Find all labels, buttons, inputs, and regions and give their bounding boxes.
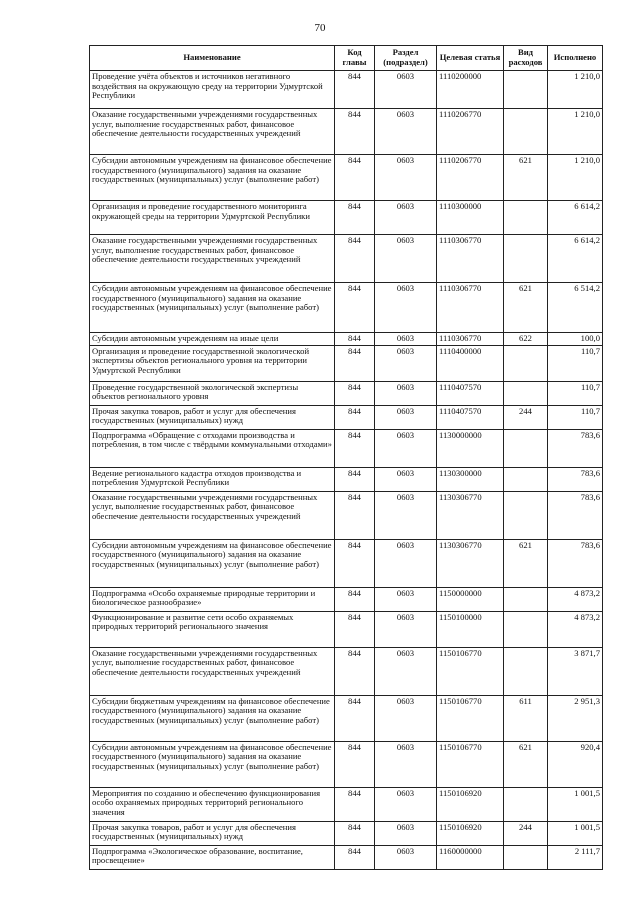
- table-row: [90, 333, 603, 346]
- row-name: Оказание государственными учреждениями государственных услуг, выполнение государственных работ, финансовое обеспечение деятельности государственных учреждений: [90, 647, 335, 695]
- table-row: [90, 467, 603, 491]
- table-row: [90, 201, 603, 235]
- row-name: Организация и проведение государственной экологической экспертизы объектов регионального уровня на территории Удмуртской Республики: [90, 345, 335, 381]
- row-item: 1110206770: [437, 109, 504, 155]
- row-code: 844: [335, 345, 375, 381]
- row-amount: 6 614,2: [548, 201, 603, 235]
- row-code: 844: [335, 71, 375, 109]
- row-code: 844: [335, 741, 375, 787]
- row-kind: 621: [504, 283, 548, 333]
- table-row: [90, 787, 603, 821]
- table-header: [90, 46, 603, 71]
- row-code: 844: [335, 491, 375, 539]
- row-amount: 110,7: [548, 345, 603, 381]
- row-code: 844: [335, 429, 375, 467]
- row-amount: 100,0: [548, 333, 603, 346]
- row-item: 1160000000: [437, 845, 504, 869]
- row-kind: [504, 467, 548, 491]
- row-amount: 783,6: [548, 539, 603, 587]
- header-amount: Исполнено: [548, 46, 603, 71]
- row-amount: 110,7: [548, 381, 603, 405]
- table-body: [90, 71, 603, 870]
- header-name: Наименование: [90, 46, 335, 71]
- row-kind: [504, 611, 548, 647]
- row-amount: 4 873,2: [548, 611, 603, 647]
- row-item: 1150106920: [437, 821, 504, 845]
- row-kind: [504, 587, 548, 611]
- row-amount: 2 111,7: [548, 845, 603, 869]
- row-amount: 2 951,3: [548, 695, 603, 741]
- header-code: Код главы: [335, 46, 375, 71]
- row-name: Мероприятия по созданию и обеспечению функционирования особо охраняемых природных территорий регионального значения: [90, 787, 335, 821]
- row-section: 0603: [375, 611, 437, 647]
- row-amount: 4 873,2: [548, 587, 603, 611]
- row-section: 0603: [375, 333, 437, 346]
- row-section: 0603: [375, 71, 437, 109]
- row-item: 1110300000: [437, 201, 504, 235]
- table-row: [90, 283, 603, 333]
- row-section: 0603: [375, 235, 437, 283]
- row-section: 0603: [375, 845, 437, 869]
- row-code: 844: [335, 695, 375, 741]
- row-section: 0603: [375, 467, 437, 491]
- row-item: 1110407570: [437, 381, 504, 405]
- row-amount: 1 210,0: [548, 109, 603, 155]
- row-kind: [504, 71, 548, 109]
- row-item: 1110206770: [437, 155, 504, 201]
- row-kind: [504, 491, 548, 539]
- row-code: 844: [335, 787, 375, 821]
- row-kind: 611: [504, 695, 548, 741]
- row-item: 1110407570: [437, 405, 504, 429]
- row-name: Подпрограмма «Обращение с отходами производства и потребления, в том числе с твёрдыми коммунальными отходами»: [90, 429, 335, 467]
- row-section: 0603: [375, 491, 437, 539]
- row-section: 0603: [375, 787, 437, 821]
- row-name: Прочая закупка товаров, работ и услуг для обеспечения государственных (муниципальных) нужд: [90, 821, 335, 845]
- row-name: Субсидии автономным учреждениям на иные цели: [90, 333, 335, 346]
- row-name: Субсидии бюджетным учреждениям на финансовое обеспечение государственного (муниципального) задания на оказание государственных (муниципальных) услуг (выполнение работ): [90, 695, 335, 741]
- row-kind: [504, 345, 548, 381]
- row-amount: 3 871,7: [548, 647, 603, 695]
- row-code: 844: [335, 611, 375, 647]
- row-section: 0603: [375, 345, 437, 381]
- row-section: 0603: [375, 821, 437, 845]
- table-row: [90, 429, 603, 467]
- row-amount: 783,6: [548, 467, 603, 491]
- row-kind: [504, 235, 548, 283]
- header-row: [90, 46, 603, 71]
- row-kind: 621: [504, 539, 548, 587]
- table-row: [90, 71, 603, 109]
- budget-table: [89, 45, 603, 870]
- row-section: 0603: [375, 405, 437, 429]
- row-item: 1150000000: [437, 587, 504, 611]
- row-name: Субсидии автономным учреждениям на финансовое обеспечение государственного (муниципального) задания на оказание государственных (муниципальных) услуг (выполнение работ): [90, 155, 335, 201]
- row-name: Подпрограмма «Экологическое образование, воспитание, просвещение»: [90, 845, 335, 869]
- row-section: 0603: [375, 741, 437, 787]
- row-code: 844: [335, 467, 375, 491]
- table-row: [90, 405, 603, 429]
- row-item: 1110306770: [437, 235, 504, 283]
- row-kind: 622: [504, 333, 548, 346]
- row-code: 844: [335, 283, 375, 333]
- table-row: [90, 821, 603, 845]
- header-kind: Вид расходов: [504, 46, 548, 71]
- table-row: [90, 611, 603, 647]
- row-name: Прочая закупка товаров, работ и услуг для обеспечения государственных (муниципальных) нужд: [90, 405, 335, 429]
- row-section: 0603: [375, 647, 437, 695]
- row-amount: 920,4: [548, 741, 603, 787]
- row-section: 0603: [375, 283, 437, 333]
- row-section: 0603: [375, 201, 437, 235]
- row-item: 1150106770: [437, 741, 504, 787]
- row-item: 1110200000: [437, 71, 504, 109]
- row-item: 1150106770: [437, 695, 504, 741]
- row-code: 844: [335, 587, 375, 611]
- row-name: Субсидии автономным учреждениям на финансовое обеспечение государственного (муниципального) задания на оказание государственных (муниципальных) услуг (выполнение работ): [90, 283, 335, 333]
- row-item: 1130300000: [437, 467, 504, 491]
- row-kind: [504, 429, 548, 467]
- row-section: 0603: [375, 539, 437, 587]
- row-item: 1130000000: [437, 429, 504, 467]
- table-row: [90, 155, 603, 201]
- row-name: Субсидии автономным учреждениям на финансовое обеспечение государственного (муниципального) задания на оказание государственных (муниципальных) услуг (выполнение работ): [90, 741, 335, 787]
- row-code: 844: [335, 109, 375, 155]
- row-code: 844: [335, 155, 375, 201]
- table-row: [90, 539, 603, 587]
- row-item: 1150106920: [437, 787, 504, 821]
- row-item: 1150100000: [437, 611, 504, 647]
- row-name: Субсидии автономным учреждениям на финансовое обеспечение государственного (муниципального) задания на оказание государственных (муниципальных) услуг (выполнение работ): [90, 539, 335, 587]
- row-section: 0603: [375, 429, 437, 467]
- row-section: 0603: [375, 695, 437, 741]
- row-code: 844: [335, 333, 375, 346]
- page-number: 70: [314, 22, 326, 34]
- table-row: [90, 695, 603, 741]
- row-kind: 244: [504, 405, 548, 429]
- row-code: 844: [335, 845, 375, 869]
- table-row: [90, 845, 603, 869]
- table-row: [90, 109, 603, 155]
- row-amount: 783,6: [548, 429, 603, 467]
- row-kind: [504, 787, 548, 821]
- row-code: 844: [335, 201, 375, 235]
- row-item: 1110306770: [437, 333, 504, 346]
- row-amount: 6 514,2: [548, 283, 603, 333]
- row-code: 844: [335, 539, 375, 587]
- row-code: 844: [335, 235, 375, 283]
- table-row: [90, 741, 603, 787]
- row-amount: 783,6: [548, 491, 603, 539]
- row-code: 844: [335, 821, 375, 845]
- row-name: Оказание государственными учреждениями государственных услуг, выполнение государственных работ, финансовое обеспечение деятельности государственных учреждений: [90, 235, 335, 283]
- row-name: Проведение государственной экологической экспертизы объектов регионального уровня: [90, 381, 335, 405]
- row-kind: [504, 109, 548, 155]
- row-name: Оказание государственными учреждениями государственных услуг, выполнение государственных работ, финансовое обеспечение деятельности государственных учреждений: [90, 109, 335, 155]
- row-name: Функционирование и развитие сети особо охраняемых природных территорий регионального значения: [90, 611, 335, 647]
- row-item: 1110306770: [437, 283, 504, 333]
- row-kind: [504, 845, 548, 869]
- row-amount: 110,7: [548, 405, 603, 429]
- table-row: [90, 491, 603, 539]
- row-amount: 6 614,2: [548, 235, 603, 283]
- row-kind: [504, 647, 548, 695]
- row-item: 1130306770: [437, 491, 504, 539]
- row-amount: 1 210,0: [548, 71, 603, 109]
- row-kind: 621: [504, 741, 548, 787]
- table-row: [90, 647, 603, 695]
- row-kind: 621: [504, 155, 548, 201]
- row-section: 0603: [375, 155, 437, 201]
- row-item: 1130306770: [437, 539, 504, 587]
- row-amount: 1 001,5: [548, 787, 603, 821]
- row-name: Организация и проведение государственного мониторинга окружающей среды на территории Удмуртской Республики: [90, 201, 335, 235]
- row-name: Проведение учёта объектов и источников негативного воздействия на окружающую среду на территории Удмуртской Республики: [90, 71, 335, 109]
- row-kind: 244: [504, 821, 548, 845]
- row-section: 0603: [375, 109, 437, 155]
- row-code: 844: [335, 381, 375, 405]
- row-item: 1110400000: [437, 345, 504, 381]
- header-item: Целевая статья: [437, 46, 504, 71]
- row-name: Оказание государственными учреждениями государственных услуг, выполнение государственных работ, финансовое обеспечение деятельности государственных учреждений: [90, 491, 335, 539]
- row-amount: 1 210,0: [548, 155, 603, 201]
- table-row: [90, 235, 603, 283]
- row-kind: [504, 201, 548, 235]
- table-row: [90, 587, 603, 611]
- row-name: Ведение регионального кадастра отходов производства и потребления Удмуртской Республики: [90, 467, 335, 491]
- row-kind: [504, 381, 548, 405]
- row-section: 0603: [375, 587, 437, 611]
- row-amount: 1 001,5: [548, 821, 603, 845]
- header-section: Раздел (подраздел): [375, 46, 437, 71]
- row-code: 844: [335, 647, 375, 695]
- row-code: 844: [335, 405, 375, 429]
- row-name: Подпрограмма «Особо охраняемые природные территории и биологическое разнообразие»: [90, 587, 335, 611]
- row-item: 1150106770: [437, 647, 504, 695]
- table-row: [90, 345, 603, 381]
- table-row: [90, 381, 603, 405]
- row-section: 0603: [375, 381, 437, 405]
